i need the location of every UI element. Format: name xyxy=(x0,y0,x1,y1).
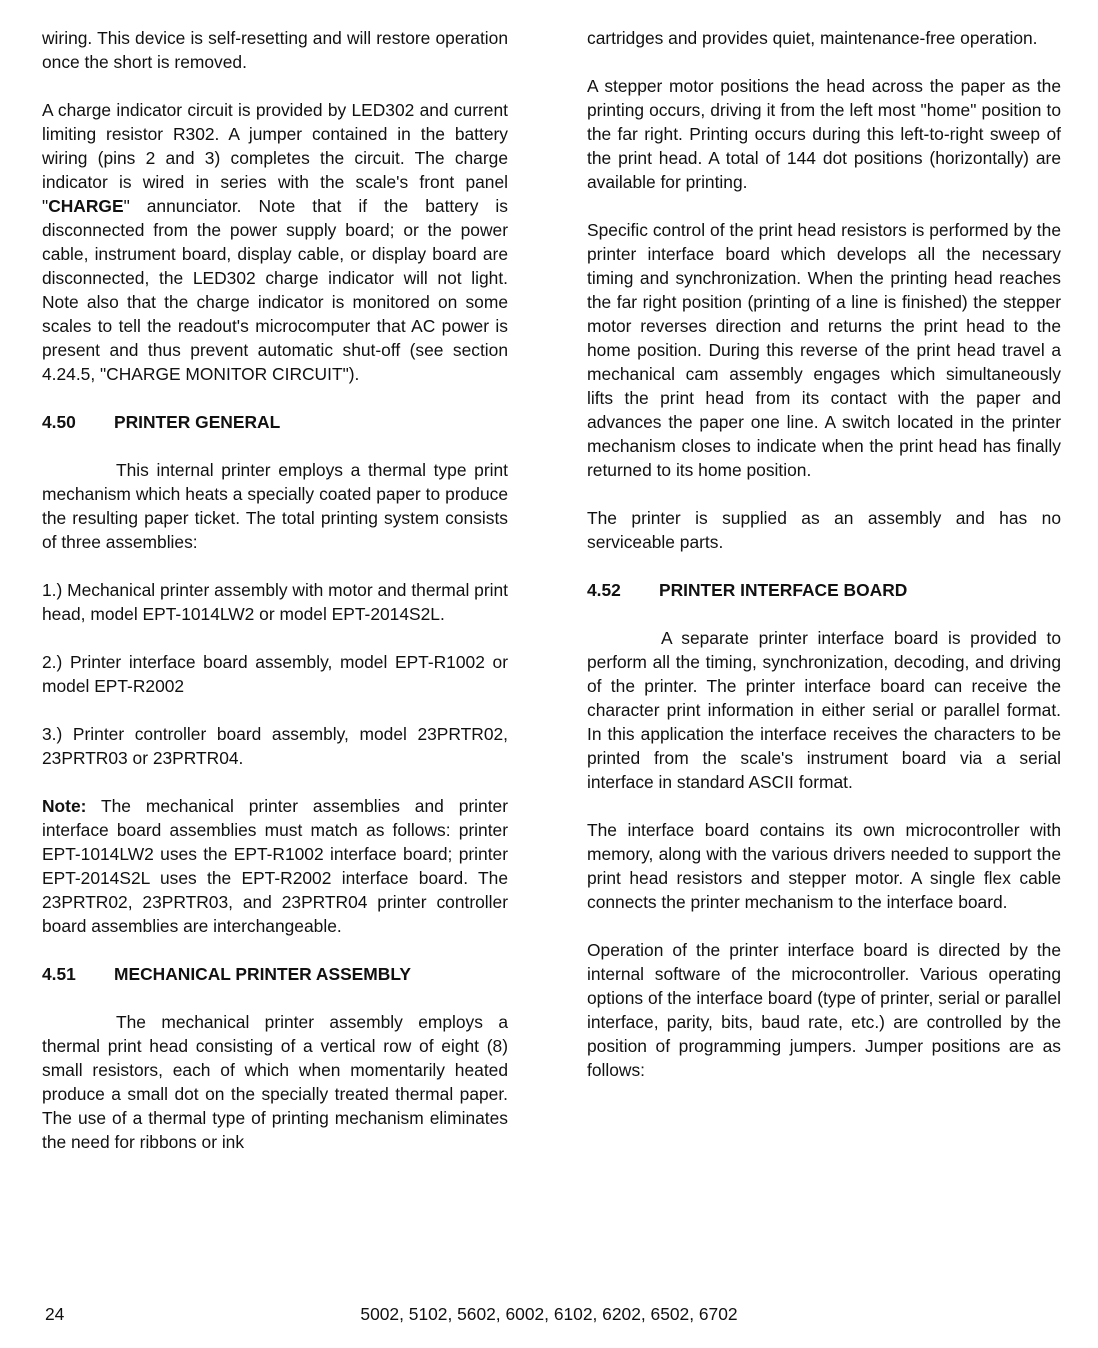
note-label: Note: xyxy=(42,796,87,816)
paragraph-board-contains: The interface board contains its own microcontroller with memory, along with the various drivers needed to support the print head resistors and stepper motor. A single flex cable connects the printer mechanism to the interface board. xyxy=(587,820,1061,912)
list-item-1: 1.) Mechanical printer assembly with motor and thermal print head, model EPT-1014LW2 or model EPT-2014S2L. xyxy=(42,580,508,624)
paragraph-mechanical-assembly: The mechanical printer assembly employs a thermal print head consisting of a vertical row of eight (8) small resistors, each of which when momentarily heated produce a small dot on the specially treated thermal paper. The use of a thermal type of printing mechanism eliminates the need for ribbons or ink xyxy=(42,1012,508,1152)
paragraph-note xyxy=(42,794,508,938)
charge-text-a: A charge indicator circuit is provided by LED302 and current limiting resistor R302. A jumper contained in the battery wiring (pins 2 and 3) completes the circuit. The charge indicator is wired in series with the scale's front panel " xyxy=(42,100,508,216)
paragraph-supplied: The printer is supplied as an assembly and has no serviceable parts. xyxy=(587,508,1061,552)
note-text: The mechanical printer assemblies and printer interface board assemblies must match as follows: printer EPT-1014LW2 uses the EPT-R1002 interface board; printer EPT-2014S2L uses the EPT-R2002 interface board. The 23PRTR02, 23PRTR03, and 23PRTR04 printer controller board assemblies are interchangeable. xyxy=(42,796,508,936)
paragraph-stepper-motor: A stepper motor positions the head across the paper as the printing occurs, driving it from the left most "home" position to the far right. Printing occurs during this left-to-right sweep of the print head. A total of 144 dot positions (horizontally) are available for printing. xyxy=(587,76,1061,192)
paragraph-printer-general: This internal printer employs a thermal type print mechanism which heats a specially coated paper to produce the resulting paper ticket. The total printing system consists of three assemblies: xyxy=(42,460,508,552)
section-number: 4.50 xyxy=(42,412,76,432)
paragraph-charge-indicator xyxy=(42,98,508,386)
right-column xyxy=(587,26,1061,1106)
list-item-3: 3.) Printer controller board assembly, model 23PRTR02, 23PRTR03 or 23PRTR04. xyxy=(42,724,508,768)
heading-4-52 xyxy=(587,578,1061,602)
heading-4-51 xyxy=(42,962,508,986)
paragraph-cartridges: cartridges and provides quiet, maintenance-free operation. xyxy=(587,28,1038,48)
left-column xyxy=(42,26,508,1178)
section-number: 4.52 xyxy=(587,580,621,600)
section-title: PRINTER INTERFACE BOARD xyxy=(659,580,908,600)
footer-model-numbers: 5002, 5102, 5602, 6002, 6102, 6202, 6502, 6702 xyxy=(360,1304,738,1324)
paragraph-separate-board: A separate printer interface board is provided to perform all the timing, synchronization, decoding, and driving of the printer. The printer interface board can receive the character print information in either serial or parallel format. In this application the interface receives the characters to be printed from the scale's instrument board via a serial interface in standard ASCII format. xyxy=(587,628,1061,792)
paragraph-operation: Operation of the printer interface board is directed by the internal software of the microcontroller. Various operating options of the interface board (type of printer, serial or parallel interface, parity, bits, baud rate, etc.) are controlled by the position of programming jumpers. Jumper positions are as follows: xyxy=(587,940,1061,1080)
charge-annunciator-word: CHARGE xyxy=(48,196,124,216)
page-number: 24 xyxy=(45,1304,65,1324)
section-title: MECHANICAL PRINTER ASSEMBLY xyxy=(114,964,411,984)
paragraph-wiring: wiring. This device is self-resetting and will restore operation once the short is removed. xyxy=(42,28,508,72)
list-item-2: 2.) Printer interface board assembly, model EPT-R1002 or model EPT-R2002 xyxy=(42,652,508,696)
paragraph-specific-control: Specific control of the print head resistors is performed by the printer interface board which develops all the necessary timing and synchronization. When the printing head reaches the far right position (printing of a line is finished) the stepper motor reverses direction and returns the print head to the home position. During this reverse of the print head travel a mechanical cam assembly engages which simultaneously lifts the print head from its contact with the paper and advances the paper one line. A switch located in the printer mechanism closes to indicate when the print head has finally returned to its home position. xyxy=(587,220,1061,480)
charge-text-b: " annunciator. Note that if the battery is disconnected from the power supply board; or the power cable, instrument board, display cable, or display board are disconnected, the LED302 charge indicator will not light. Note also that the charge indicator is monitored on some scales to tell the readout's microcomputer that AC power is present and thus prevent automatic shut-off (see section 4.24.5, "CHARGE MONITOR CIRCUIT"). xyxy=(42,196,508,384)
section-title: PRINTER GENERAL xyxy=(114,412,281,432)
heading-4-50 xyxy=(42,410,508,434)
section-number: 4.51 xyxy=(42,964,76,984)
